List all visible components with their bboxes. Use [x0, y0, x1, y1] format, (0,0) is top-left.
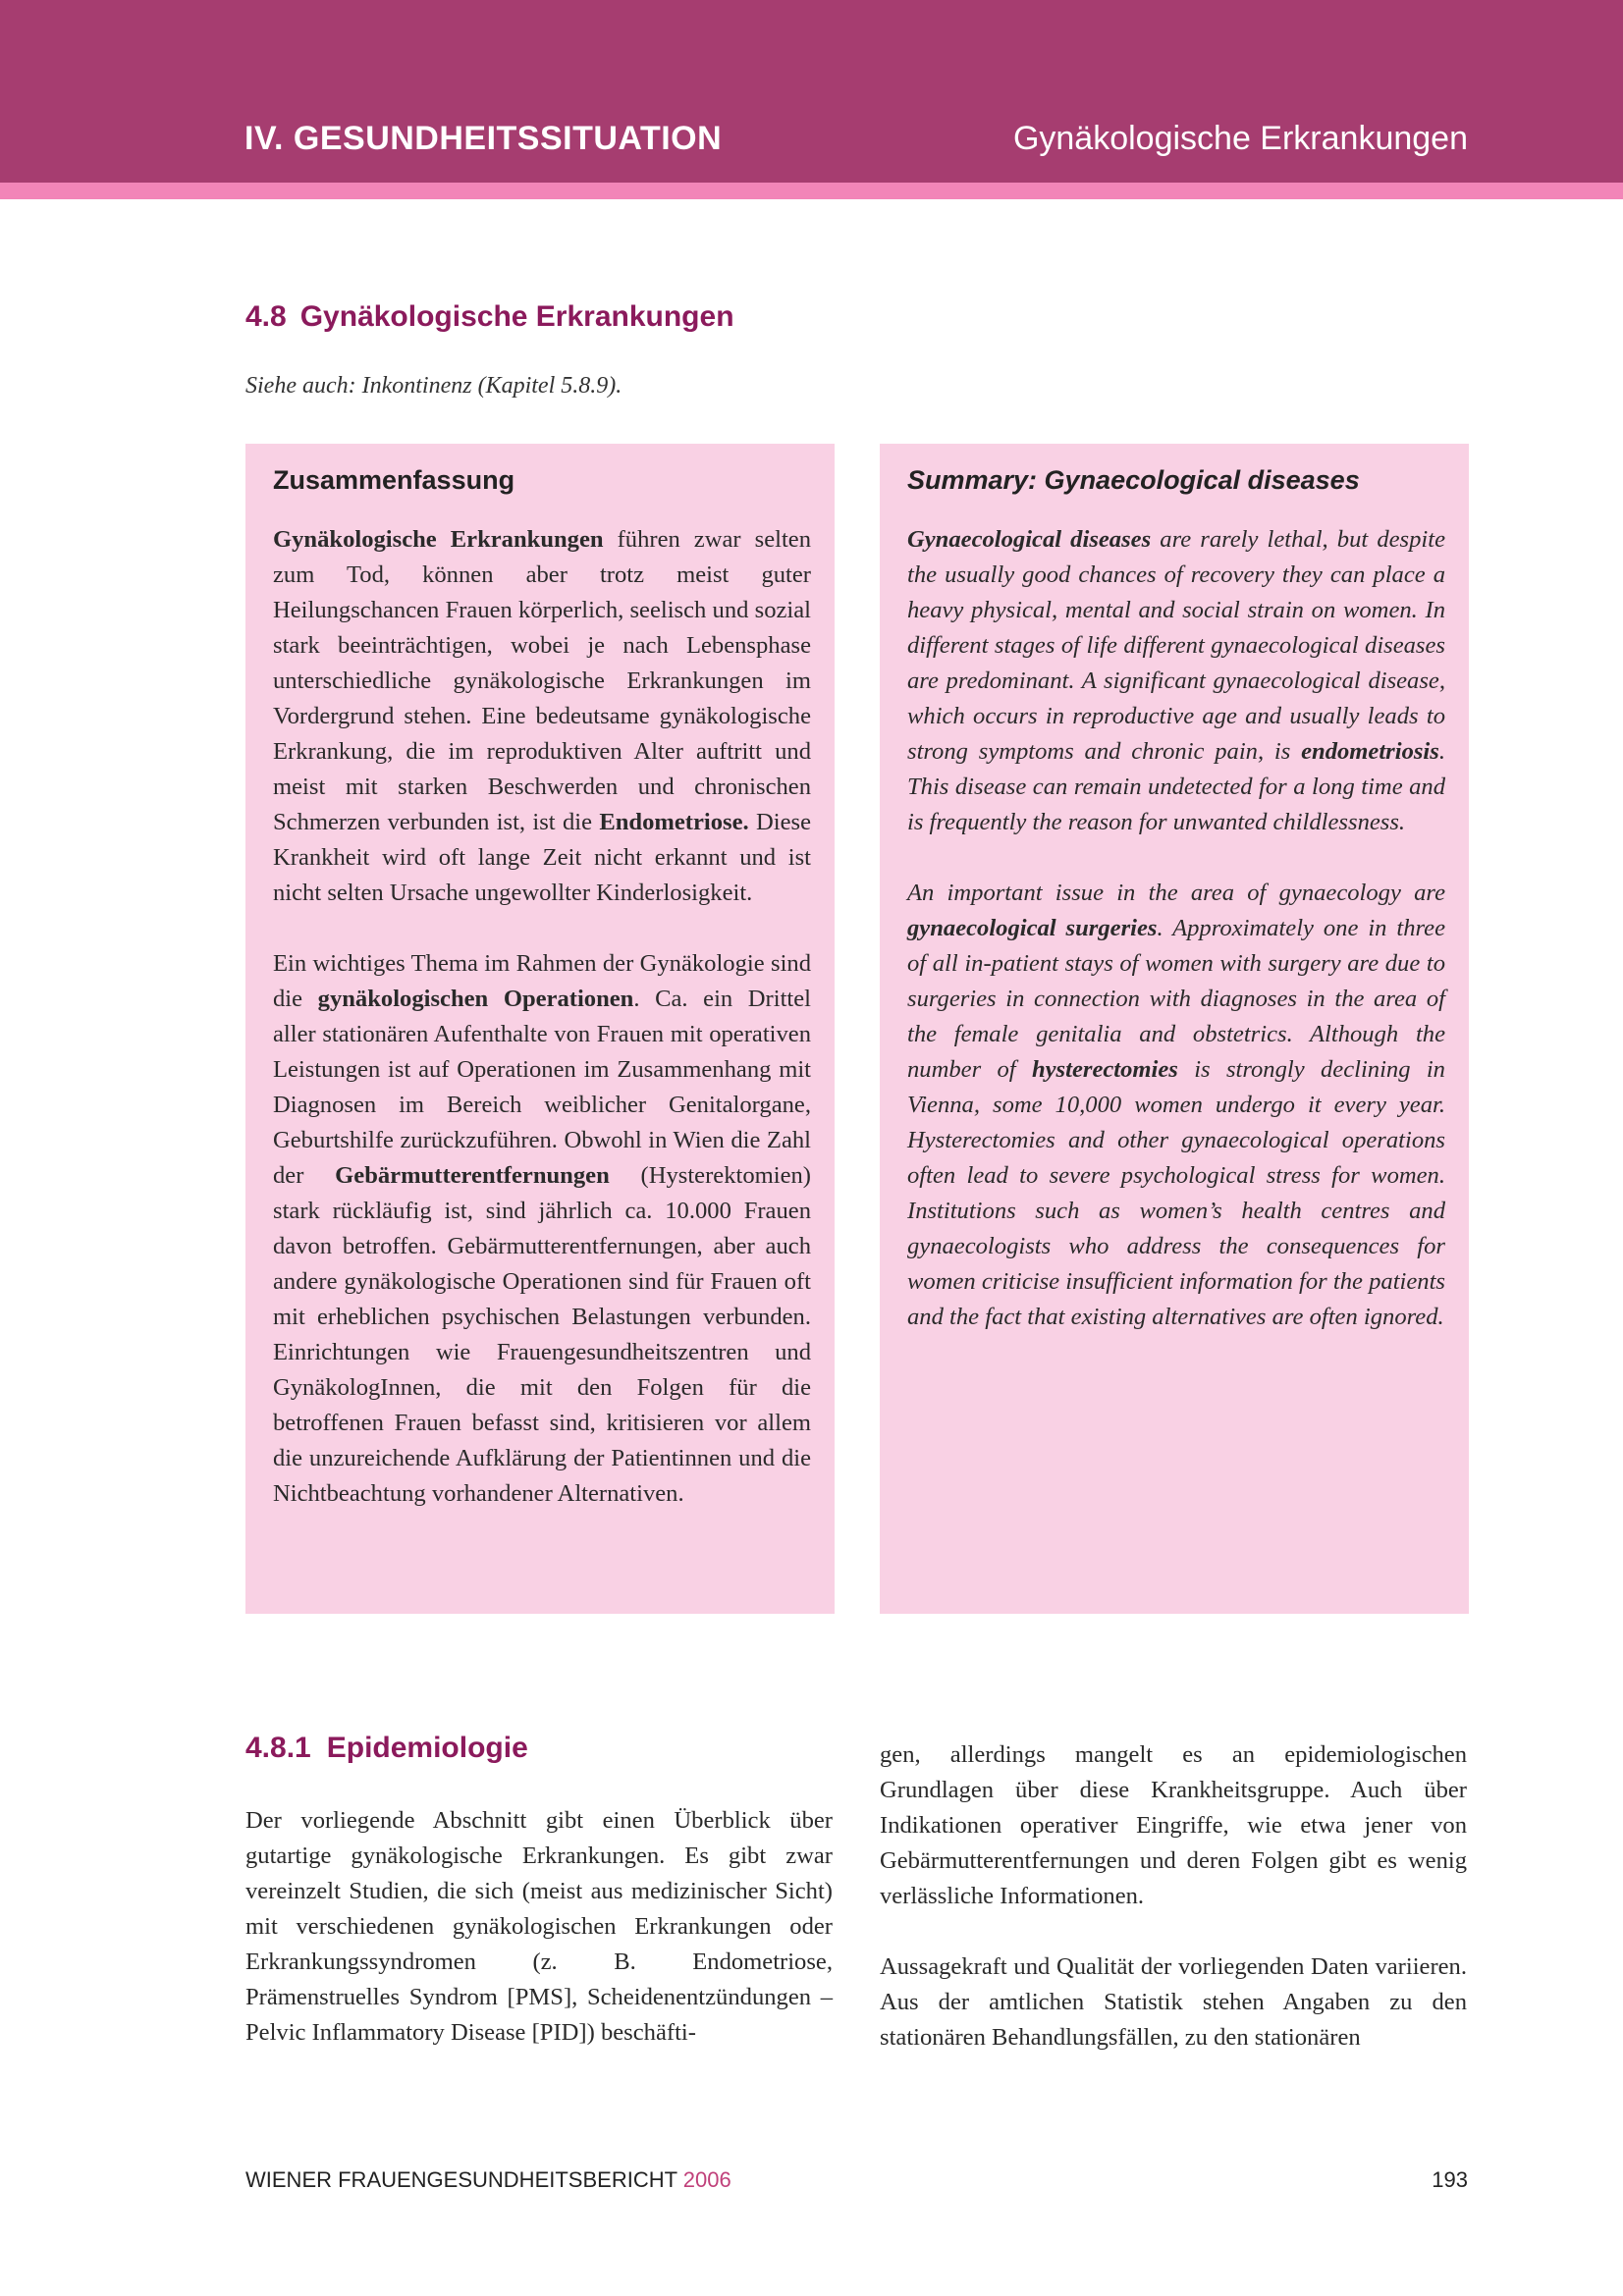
text: are rarely lethal, but despite the usually good chances of recovery they can place a heavy physical, mental and social strain on women. In different stages of life different gynaecological diseases are predominant. A significant gynaecological disease, which occurs in reproductive age and usually leads to strong symptoms and chronic pain, is — [907, 526, 1445, 765]
emphasis: Endometriose. — [599, 809, 749, 835]
summary-english-paragraph-2 — [907, 876, 1445, 1335]
text: Diese Krankheit wird oft lange Zeit nicht erkannt und ist nicht selten Ursache ungewollter Kinderlosigkeit. — [273, 809, 811, 906]
emphasis: hysterectomies — [1031, 1056, 1178, 1083]
page-number: 193 — [1432, 2167, 1468, 2192]
text: (Hysterektomien) stark rückläufig ist, sind jährlich ca. 10.000 Frauen davon betroffen. Gebärmutterentfernungen, aber auch andere gynäkologische Operationen sind für Frauen oft mit erheblichen psychischen Belastungen verbunden. Einrichtungen wie Frauengesundheitszentren und GynäkologInnen, die mit den Folgen für die betroffenen Frauen befasst sind, kritisieren vor allem die unzureichende Aufklärung der Patientinnen und die Nichtbeachtung vorhandener Alternativen. — [273, 1162, 811, 1507]
subsection-title — [245, 1731, 833, 1766]
see-also-note: Siehe auch: Inkontinenz (Kapitel 5.8.9). — [245, 373, 622, 399]
emphasis: gynäkologischen Operationen — [317, 986, 634, 1012]
summary-german-paragraph-1 — [273, 522, 811, 911]
subsection-number: 4.8.1 — [245, 1732, 311, 1764]
footer-year: 2006 — [682, 2167, 731, 2192]
text: Ein wichtiges Thema im Rahmen der Gynäkologie sind die — [273, 950, 811, 1012]
emphasis: endometriosis — [1301, 738, 1439, 765]
text: . This disease can remain undetected for a long time and is frequently the reason for unwanted childlessness. — [907, 738, 1445, 835]
summary-title-german: Zusammenfassung — [273, 465, 515, 495]
emphasis: Gebärmutterentfernungen — [335, 1162, 610, 1189]
summary-english-paragraph-1 — [907, 522, 1445, 840]
header-stripe — [0, 183, 1623, 199]
section-title — [245, 300, 734, 334]
body-paragraph: gen, allerdings mangelt es an epidemiologischen Grundlagen über diese Krankheitsgruppe. Auch über Indikationen operativer Eingriffe, wie etwa jener von Gebärmutterentfernungen und deren Folgen gibt es wenig verlässliche Informationen. — [880, 1741, 1467, 1909]
subsection-title-text: Epidemiologie — [326, 1732, 528, 1764]
text: is strongly declining in Vienna, some 10,000 women undergo it every year. Hysterectomies and other gynaecological operations often lead to severe psychological stress for women. Institutions such as women’s health centres and gynaecologists who address the consequences for women criticise insufficient information for the patients and the fact that existing alternatives are often ignored. — [907, 1056, 1445, 1330]
topic-heading: Gynäkologische Erkrankungen — [1012, 120, 1468, 157]
section-title-text: Gynäkologische Erkrankungen — [299, 300, 734, 333]
footer-report-title — [245, 2167, 731, 2193]
summary-box-german — [245, 444, 835, 1614]
emphasis: gynaecological surgeries — [907, 915, 1158, 941]
text: An important issue in the area of gynaecology are — [907, 880, 1445, 906]
body-column-right — [880, 1737, 1467, 2091]
summary-german-paragraph-2 — [273, 946, 811, 1512]
emphasis: Gynaecological diseases — [907, 526, 1152, 553]
body-column-left — [245, 1731, 833, 2086]
text: . Approximately one in three of all in-patient stays of women with surgery are due to surgeries in connection with diagnoses in the area of the female genitalia and obstetrics. Although the number of — [907, 915, 1445, 1083]
body-paragraph: Der vorliegende Abschnitt gibt einen Überblick über gutartige gynäkologische Erkrankungen. Es gibt zwar vereinzelt Studien, die sich (meist aus medizinischer Sicht) mit verschiedenen gynäkologischen Erkrankungen oder Erkrankungssyndromen (z. B. Endometriose, Prämenstruelles Syndrom [PMS], Scheidenentzündungen – Pelvic Inflammatory Disease [PID]) beschäfti- — [245, 1807, 833, 2046]
text: führen zwar selten zum Tod, können aber trotz meist guter Heilungschancen Frauen körperlich, seelisch und sozial stark beeinträchtigen, wobei je nach Lebensphase unterschiedliche gynäkologische Erkrankungen im Vordergrund stehen. Eine bedeutsame gynäkologische Erkrankung, die im reproduktiven Alter auftritt und meist mit starken Beschwerden und chronischen Schmerzen verbunden ist, ist die — [273, 526, 811, 835]
footer-report-name: WIENER FRAUENGESUNDHEITSBERICHT — [245, 2167, 677, 2192]
chapter-heading: IV. GESUNDHEITSSITUATION — [244, 120, 723, 157]
summary-box-english — [880, 444, 1469, 1614]
body-paragraph: Aussagekraft und Qualität der vorliegenden Daten variieren. Aus der amtlichen Statistik stehen Angaben zu den stationären Behandlungsfällen, zu den stationären — [880, 1953, 1467, 2051]
summary-title-english: Summary: Gynaecological diseases — [907, 465, 1360, 495]
emphasis: Gynäkologische Erkrankungen — [273, 526, 604, 553]
section-number: 4.8 — [245, 300, 287, 333]
text: . Ca. ein Drittel aller stationären Aufenthalte von Frauen mit operativen Leistungen ist auf Operationen im Zusammenhang mit Diagnosen im Bereich weiblicher Genitalorgane, Geburtshilfe zurückzuführen. Obwohl in Wien die Zahl der — [273, 986, 811, 1189]
